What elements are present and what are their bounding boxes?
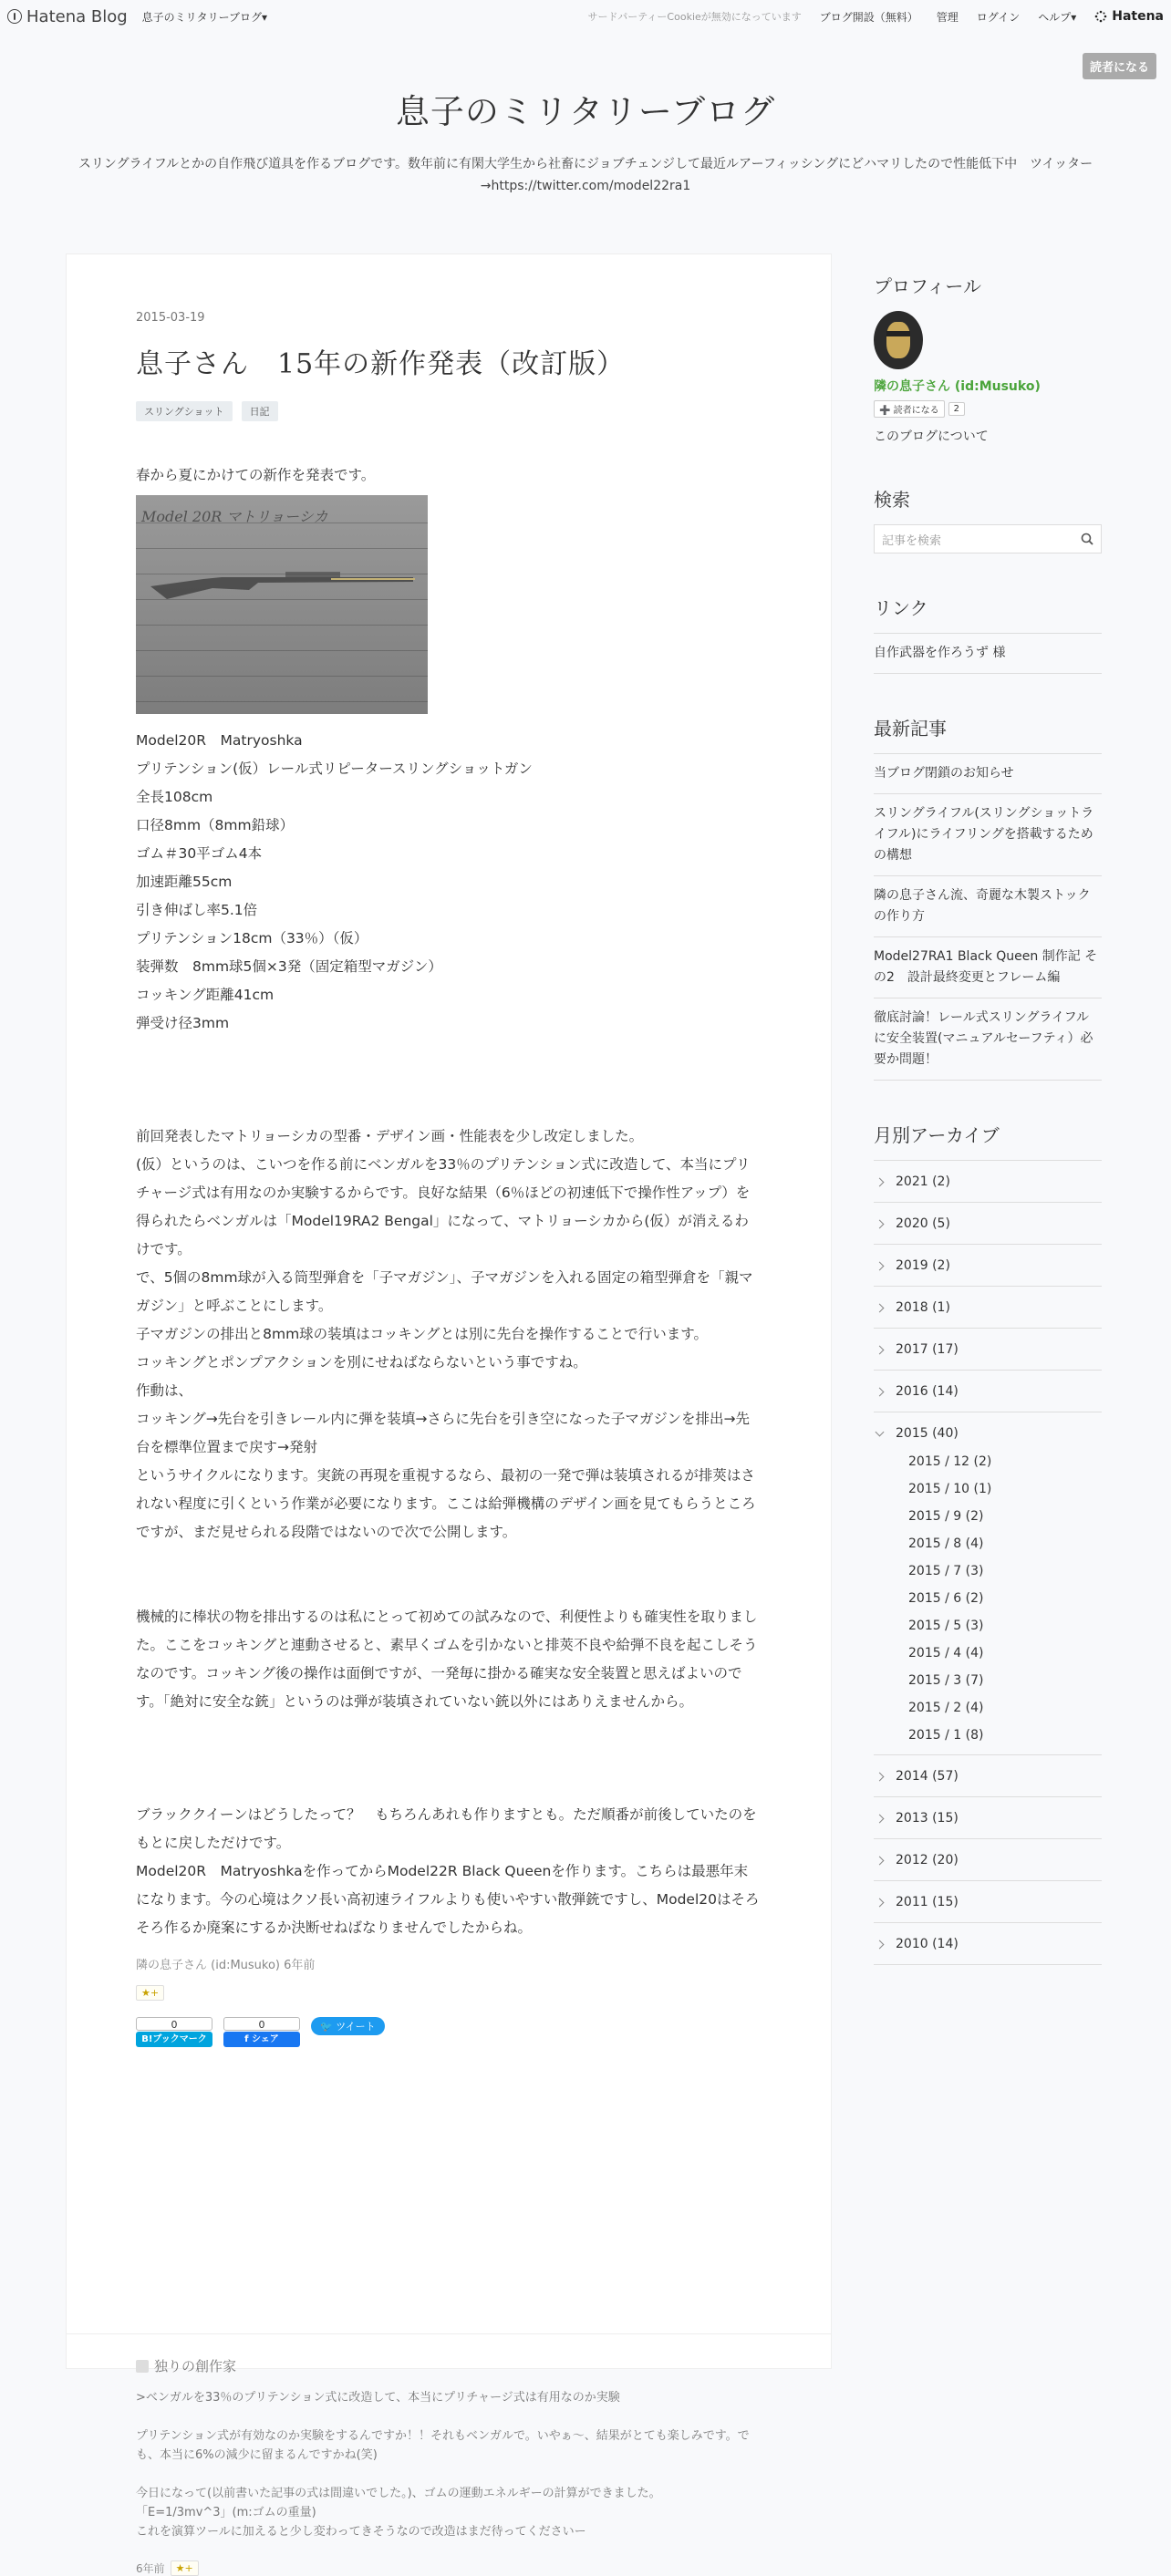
chevron-right-icon (876, 1303, 885, 1312)
logo-text: Hatena Blog (26, 6, 128, 26)
spec-line: 引き伸ばし率5.1倍 (136, 902, 258, 918)
spec-line: 加速距離55cm (136, 874, 233, 890)
spec-line: 口径8mm（8mm鉛球） (136, 817, 295, 833)
bookmark-count: 0 (136, 2017, 212, 2031)
archive-month[interactable]: 2015 / 5 (3) (908, 1619, 984, 1633)
commenter-avatar (136, 2360, 149, 2373)
help-menu[interactable]: ヘルプ▾ (1038, 10, 1077, 24)
archive-year-label: 2014 (57) (896, 1769, 959, 1784)
chevron-right-icon (876, 1177, 885, 1186)
archive-month[interactable]: 2015 / 3 (7) (908, 1673, 984, 1688)
hatena-blog-logo-icon (7, 9, 22, 24)
tag-slingshot[interactable]: スリングショット (136, 401, 233, 421)
spec-line: Model20R Matryoshka (136, 732, 303, 749)
archive-year-label: 2010 (14) (896, 1937, 959, 1951)
archive-year[interactable] (874, 1244, 1102, 1286)
rifle-sketch-icon (149, 566, 419, 603)
archive-month[interactable]: 2015 / 8 (4) (908, 1536, 984, 1551)
chevron-right-icon (876, 1261, 885, 1270)
archive-month[interactable]: 2015 / 1 (8) (908, 1728, 984, 1743)
archive-year-expanded (874, 1412, 1102, 1754)
archive-year[interactable] (874, 1838, 1102, 1880)
archive-year[interactable] (874, 1160, 1102, 1202)
body-line: (仮）というのは、こいつを作る前にベンガルを33％のプリテンション式に改造して、本当にプリチャージ式は有用なのか実験するからです。良好な結果（6％ほどの初速低下で操作性アップ）を得られたらベンガルは「Model19RA2 Bengal」になって、マトリョーシカから(仮）が消えるわけです。 (136, 1156, 751, 1257)
entry-date[interactable]: 2015-03-19 (136, 311, 205, 325)
spec-line: 弾受け径3mm (136, 1015, 230, 1031)
profile-subscribe-label: 読者になる (893, 406, 939, 416)
comment-section (67, 2333, 831, 2576)
archive-month[interactable]: 2015 / 4 (4) (908, 1646, 984, 1660)
chevron-down-icon (876, 1427, 885, 1436)
blog-menu-dropdown[interactable]: 息子のミリタリーブログ▾ (141, 10, 268, 24)
search-title: 検索 (874, 489, 910, 511)
body-line: コッキング→先台を引きレール内に弾を装填→さらに先台を引き空になった子マガジンを排出→先台を標準位置まで戻す→発射 (136, 1411, 750, 1455)
comment-body (136, 2388, 762, 2541)
hatena-bookmark-share[interactable] (136, 2017, 212, 2047)
archive-year[interactable] (874, 1796, 1102, 1838)
body-line: で、5個の8mm球が入る筒型弾倉を「子マガジン」、子マガジンを入れる固定の箱型弾倉を「親マガジン」と呼ぶことにします。 (136, 1269, 753, 1314)
avatar[interactable] (874, 311, 923, 369)
archive-year-label: 2015 (40) (896, 1426, 959, 1441)
archive-title: 月別アーカイブ (874, 1124, 1000, 1146)
comment-author-name: 独りの創作家 (154, 2358, 237, 2374)
comment-time[interactable]: 6年前 (136, 2562, 165, 2575)
share-buttons (136, 2017, 762, 2047)
archive-year-label: 2019 (2) (896, 1258, 950, 1273)
links-title: リンク (874, 597, 928, 619)
archive-year[interactable] (874, 1880, 1102, 1922)
plus-icon: ➕ (879, 406, 891, 416)
link-item[interactable]: 自作武器を作ろうず 様 (874, 633, 1102, 674)
chevron-right-icon (876, 1940, 885, 1949)
search-module (874, 485, 1102, 553)
sketch-photo[interactable] (136, 495, 428, 714)
archive-year[interactable] (874, 1202, 1102, 1244)
archive-year[interactable] (874, 1286, 1102, 1328)
comment-line: >ベンガルを33％のプリテンション式に改造して、本当にプリチャージ式は有用なのか実験 (136, 2391, 620, 2405)
comment-line: 今日になって(以前書いた記事の式は間違いでした。)、ゴムの運動エネルギーの計算ができました。 「E=1/3mv^3」(m:ゴムの重量) これを演算ツールに加えると少し変わってきそうなので改造はまだ待ってくださいー (136, 2487, 661, 2539)
profile-title: プロフィール (874, 275, 981, 297)
chevron-right-icon (876, 1387, 885, 1396)
comment-author[interactable] (136, 2356, 762, 2375)
global-header (0, 0, 1171, 33)
twitter-bird-icon: 🐦 (320, 2021, 333, 2033)
recent-entry[interactable]: Model27RA1 Black Queen 制作記 その2 設計最終変更とフレーム編 (874, 936, 1102, 998)
entry-tags (136, 401, 762, 421)
chevron-right-icon (876, 1345, 885, 1354)
entry-title[interactable]: 息子さん 15年の新作発表（改訂版） (136, 348, 626, 380)
spec-line: 装弾数 8mm球5個×3発（固定箱型マガジン） (136, 958, 442, 975)
archive-year-label: 2018 (1) (896, 1300, 950, 1315)
hatena-blog-logo[interactable] (7, 7, 128, 26)
admin-link[interactable]: 管理 (936, 10, 959, 24)
facebook-count: 0 (223, 2017, 300, 2031)
archive-year[interactable] (874, 1922, 1102, 1965)
blog-title[interactable]: 息子のミリタリーブログ (395, 92, 776, 131)
body-line: Model20R Matryoshkaを作ってからModel22R Black Queenを作ります。こちらは最悪年末になります。今の心境はクソ長い高初速ライフルよりも使いやすい散弾銃ですし、Model20はそろそろ作るか廃案にするか決断せねばなりませんでしたからね。 (136, 1863, 760, 1936)
spec-line: ゴム＃30平ゴム4本 (136, 845, 263, 862)
search-placeholder: 記事を検索 (882, 533, 942, 548)
entry-article (66, 253, 832, 2575)
archive-year-label: 2017 (17) (896, 1342, 959, 1357)
profile-subscribe-button[interactable] (874, 400, 945, 418)
chevron-right-icon (876, 1856, 885, 1865)
entry-content (136, 461, 762, 1942)
subscribe-button[interactable]: 読者になる (1083, 53, 1156, 79)
spec-line: プリテンション(仮）レール式リピータースリングショットガン (136, 760, 533, 777)
tweet-label: ツイート (336, 2021, 376, 2033)
profile-module (874, 272, 1102, 445)
profile-name[interactable]: 隣の息子さん (id:Musuko) (874, 379, 1041, 394)
links-module (874, 594, 1102, 674)
blog-description: スリングライフルとかの自作飛び道具を作るブログです。数年前に有閑大学生から社畜にジョブチェンジして最近ルアーフィッシングにどハマリしたので性能低下中 ツイッター→https://twitter.com/model22ra1 (78, 157, 1093, 193)
about-link[interactable]: このブログについて (874, 429, 989, 444)
archive-year[interactable] (874, 1370, 1102, 1412)
comment-line: プリテンション式が有効なのか実験をするんですか！！それもベンガルで。いやぁ〜、結果がとても楽しみです。でも、本当に6%の減少に留まるんですかね(笑) (136, 2429, 750, 2462)
body-line: 前回発表したマトリョーシカの型番・デザイン画・性能表を少し改定しました。 (136, 1128, 644, 1144)
spec-line: 全長108cm (136, 789, 213, 805)
body-line: 作動は、 (136, 1382, 193, 1399)
spec-line: コッキング距離41cm (136, 987, 275, 1003)
add-star-button[interactable]: ★+ (136, 1985, 164, 2001)
sidebar (874, 253, 1102, 2369)
archive-year-label: 2020 (5) (896, 1216, 950, 1231)
recent-title: 最新記事 (874, 718, 947, 740)
entry-author-line[interactable]: 隣の息子さん (id:Musuko) 6年前 (136, 1959, 316, 1972)
hatena-link[interactable] (1094, 9, 1164, 24)
recent-entry[interactable]: 隣の息子さん流、奇麗な木製ストックの作り方 (874, 875, 1102, 936)
bookmark-button[interactable]: B!ブックマーク (136, 2032, 212, 2047)
archive-year-label: 2012 (20) (896, 1853, 959, 1867)
tag-diary[interactable]: 日記 (242, 401, 278, 421)
cookie-notice[interactable]: サードパーティーCookieが無効になっています (587, 11, 802, 23)
search-icon[interactable] (1081, 533, 1093, 545)
blog-header (0, 33, 1171, 197)
archive-month[interactable]: 2015 / 9 (2) (908, 1509, 984, 1524)
recent-entry[interactable]: スリングライフル(スリングショットライフル)にライフリングを搭載するための構想 (874, 793, 1102, 875)
tweet-button[interactable] (311, 2017, 385, 2035)
chevron-right-icon (876, 1898, 885, 1907)
body-paragraph: 機械的に棒状の物を排出するのは私にとって初めての試みなので、利便性よりも確実性を取りました。ここをコッキングと連動させると、素早くゴムを引かないと排莢不良や給弾不良を起こしそうなのです。コッキング後の操作は面倒ですが、一発毎に掛かる確実な安全装置と思えばよいのです。「絶対に安全な銃」というのは弾が装填されていない銃以外にはありえませんから。 (136, 1609, 758, 1710)
archive-month[interactable]: 2015 / 6 (2) (908, 1591, 984, 1606)
recent-entry[interactable]: 徹底討論！レール式スリングライフルに安全装置(マニュアルセーフティ）必要か問題！ (874, 998, 1102, 1081)
archive-month[interactable]: 2015 / 12 (2) (908, 1454, 992, 1469)
sketch-caption: Model 20R マトリョーシカ (141, 508, 328, 525)
archive-month[interactable]: 2015 / 7 (3) (908, 1564, 984, 1578)
archive-module (874, 1121, 1102, 1965)
search-input[interactable] (874, 524, 1102, 553)
facebook-share-button[interactable]: f シェア (223, 2032, 300, 2047)
spec-line: プリテンション18cm（33％）（仮） (136, 930, 368, 947)
body-line: コッキングとポンプアクションを別にせねばならないという事ですね。 (136, 1354, 587, 1371)
login-link[interactable]: ログイン (976, 10, 1021, 24)
archive-year[interactable] (874, 1328, 1102, 1370)
subscriber-count[interactable]: 2 (948, 402, 965, 416)
hatena-dots-icon (1094, 10, 1107, 23)
archive-month[interactable]: 2015 / 2 (4) (908, 1701, 984, 1715)
open-blog-link[interactable]: ブログ開設（無料） (819, 10, 918, 24)
archive-year-label: 2011 (15) (896, 1895, 959, 1909)
recent-entry[interactable]: 当ブログ閉鎖のお知らせ (874, 753, 1102, 793)
archive-year-label: 2013 (15) (896, 1811, 959, 1826)
entry-intro: 春から夏にかけての新作を発表です。 (136, 467, 376, 483)
chevron-right-icon (876, 1772, 885, 1781)
chevron-right-icon (876, 1219, 885, 1228)
archive-month[interactable]: 2015 / 10 (1) (908, 1482, 992, 1496)
hatena-label: Hatena (1112, 9, 1164, 24)
archive-year-label: 2021 (2) (896, 1174, 950, 1189)
archive-year[interactable] (874, 1754, 1102, 1796)
archive-year-toggle[interactable] (874, 1426, 1102, 1441)
chevron-right-icon (876, 1814, 885, 1823)
recent-module (874, 714, 1102, 1081)
archive-year-label: 2016 (14) (896, 1384, 959, 1399)
facebook-share[interactable] (223, 2017, 300, 2047)
body-line: 子マガジンの排出と8mm球の装填はコッキングとは別に先台を操作することで行います。 (136, 1326, 708, 1342)
body-line: ブラッククイーンはどうしたって？ もちろんあれも作りますとも。ただ順番が前後していたのをもとに戻しただけです。 (136, 1806, 757, 1851)
body-line: というサイクルになります。実銃の再現を重視するなら、最初の一発で弾は装填されるが排莢はされない程度に引くという作業が必要になります。ここは給弾機構のデザイン画を見てもらうところですが、まだ見せられる段階ではないので次で公開します。 (136, 1467, 756, 1540)
comment-star-button[interactable]: ★+ (171, 2560, 199, 2576)
